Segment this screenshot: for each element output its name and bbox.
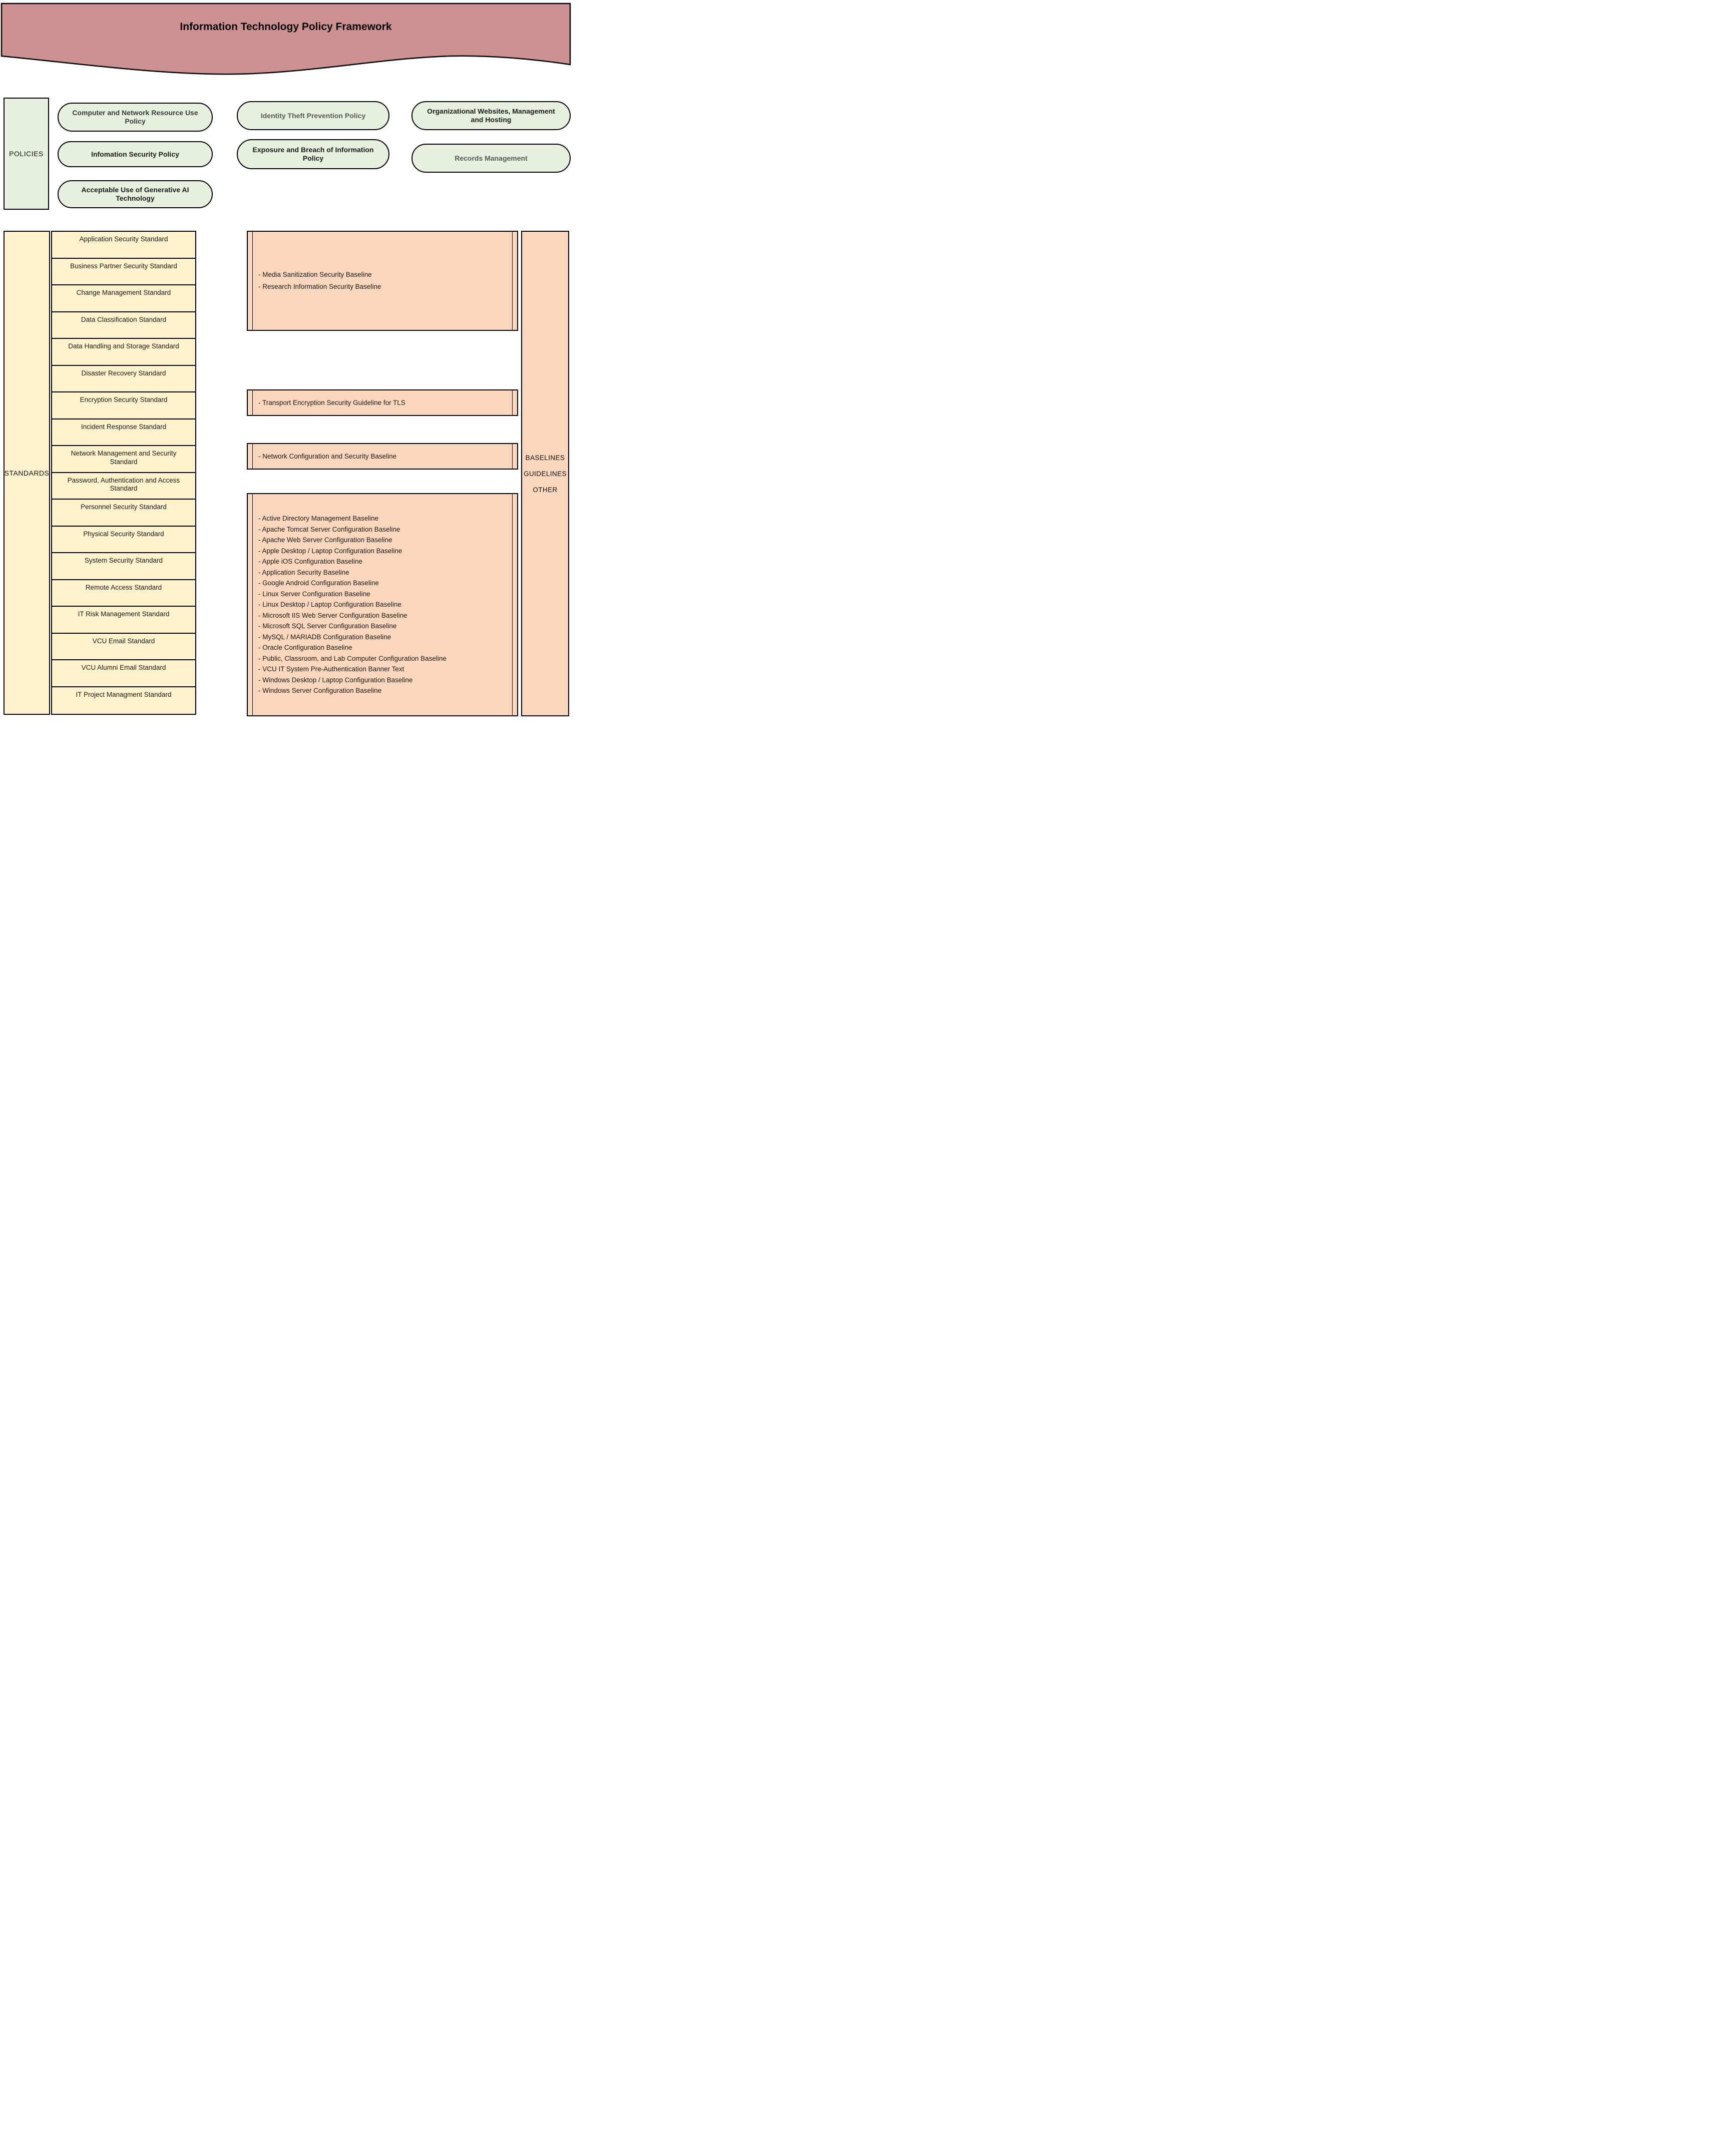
it-policy-framework-diagram (0, 0, 572, 719)
standard-row: Application Security Standard (52, 232, 195, 259)
baseline-group-tls (247, 389, 518, 416)
standard-row: IT Risk Management Standard (52, 607, 195, 634)
policy-exposure-breach (237, 139, 389, 169)
standard-row: Personnel Security Standard (52, 500, 195, 527)
standard-row: Incident Response Standard (52, 419, 195, 447)
baseline-item: - Google Android Configuration Baseline (258, 579, 379, 587)
standard-row: Network Management and Security Standard (52, 446, 195, 473)
standard-row: Encryption Security Standard (52, 392, 195, 419)
baseline-item: - Network Configuration and Security Baseline (258, 452, 397, 460)
standard-row: Disaster Recovery Standard (52, 366, 195, 393)
baseline-item: - Microsoft IIS Web Server Configuration Baseline (258, 611, 407, 619)
baseline-group-network (247, 443, 518, 470)
right-col-label-baselines: BASELINES (525, 454, 565, 462)
right-col-label-other: OTHER (533, 486, 558, 494)
baseline-item: - Oracle Configuration Baseline (258, 644, 352, 652)
baseline-group-configurations (247, 493, 518, 716)
standard-row: Physical Security Standard (52, 527, 195, 554)
standards-table (51, 231, 196, 715)
right-col-label-guidelines: GUIDELINES (524, 470, 567, 478)
baseline-item: - Microsoft SQL Server Configuration Baseline (258, 622, 397, 630)
standards-section-label (4, 231, 50, 715)
policy-label: Organizational Websites, Management and Hosting (427, 107, 555, 124)
baseline-group-content (252, 444, 513, 469)
policy-identity-theft-prevention (237, 101, 389, 130)
baseline-group-content (252, 390, 513, 415)
baseline-item: - Apple Desktop / Laptop Configuration Baseline (258, 547, 402, 555)
baseline-item: - Linux Desktop / Laptop Configuration Baseline (258, 601, 401, 609)
standards-label-text: STANDARDS (4, 469, 50, 477)
baseline-group-media-research (247, 231, 518, 331)
baseline-item: - Apache Tomcat Server Configuration Baseline (258, 525, 400, 533)
baseline-item: - VCU IT System Pre-Authentication Banner Text (258, 665, 404, 673)
baseline-group-content (252, 232, 513, 330)
policy-label: Acceptable Use of Generative AI Technology (81, 186, 189, 202)
baseline-item: - Transport Encryption Security Guideline for TLS (258, 398, 405, 406)
baseline-item: - Media Sanitization Security Baseline (258, 271, 372, 278)
banner-wave-shape (2, 4, 570, 74)
baseline-item: - MySQL / MARIADB Configuration Baseline (258, 633, 391, 641)
policies-section-label (4, 98, 49, 210)
policy-computer-network-resource-use (58, 103, 213, 132)
policy-label: Computer and Network Resource Use Policy (72, 109, 198, 125)
standard-row: Password, Authentication and Access Standard (52, 473, 195, 500)
policy-label: Records Management (455, 154, 528, 162)
standard-row: IT Project Managment Standard (76, 690, 172, 698)
baseline-item: - Active Directory Management Baseline (258, 515, 379, 523)
standard-row: Business Partner Security Standard (52, 259, 195, 286)
policy-label: Infomation Security Policy (91, 150, 179, 158)
standard-row: VCU Alumni Email Standard (52, 660, 195, 687)
policy-label: Identity Theft Prevention Policy (260, 111, 366, 120)
policies-label-text: POLICIES (9, 150, 44, 158)
standard-row: Remote Access Standard (52, 580, 195, 607)
baseline-item: - Apple iOS Configuration Baseline (258, 558, 362, 566)
baseline-item: - Apache Web Server Configuration Baseline (258, 536, 392, 544)
standard-row: VCU Email Standard (52, 634, 195, 661)
standard-row: System Security Standard (52, 553, 195, 580)
standard-row: Data Handling and Storage Standard (52, 339, 195, 366)
page-title: Information Technology Policy Framework (180, 21, 392, 33)
policy-information-security (58, 141, 213, 167)
baseline-item: - Linux Server Configuration Baseline (258, 590, 370, 598)
standard-row: Change Management Standard (52, 285, 195, 312)
baseline-group-content (252, 494, 513, 715)
baseline-item: - Application Security Baseline (258, 568, 349, 576)
header-banner (0, 0, 572, 85)
baseline-item: - Research Information Security Baseline (258, 283, 381, 290)
policy-label: Exposure and Breach of Information Policy (252, 146, 374, 162)
policy-records-management (411, 144, 571, 173)
baseline-item: - Public, Classroom, and Lab Computer Configuration Baseline (258, 654, 447, 662)
baseline-item: - Windows Server Configuration Baseline (258, 687, 382, 695)
standard-row: Data Classification Standard (52, 312, 195, 339)
policy-generative-ai (58, 180, 213, 208)
baseline-item: - Windows Desktop / Laptop Configuration Baseline (258, 676, 413, 684)
baselines-guidelines-other-label (521, 231, 569, 716)
policy-organizational-websites (411, 101, 571, 130)
